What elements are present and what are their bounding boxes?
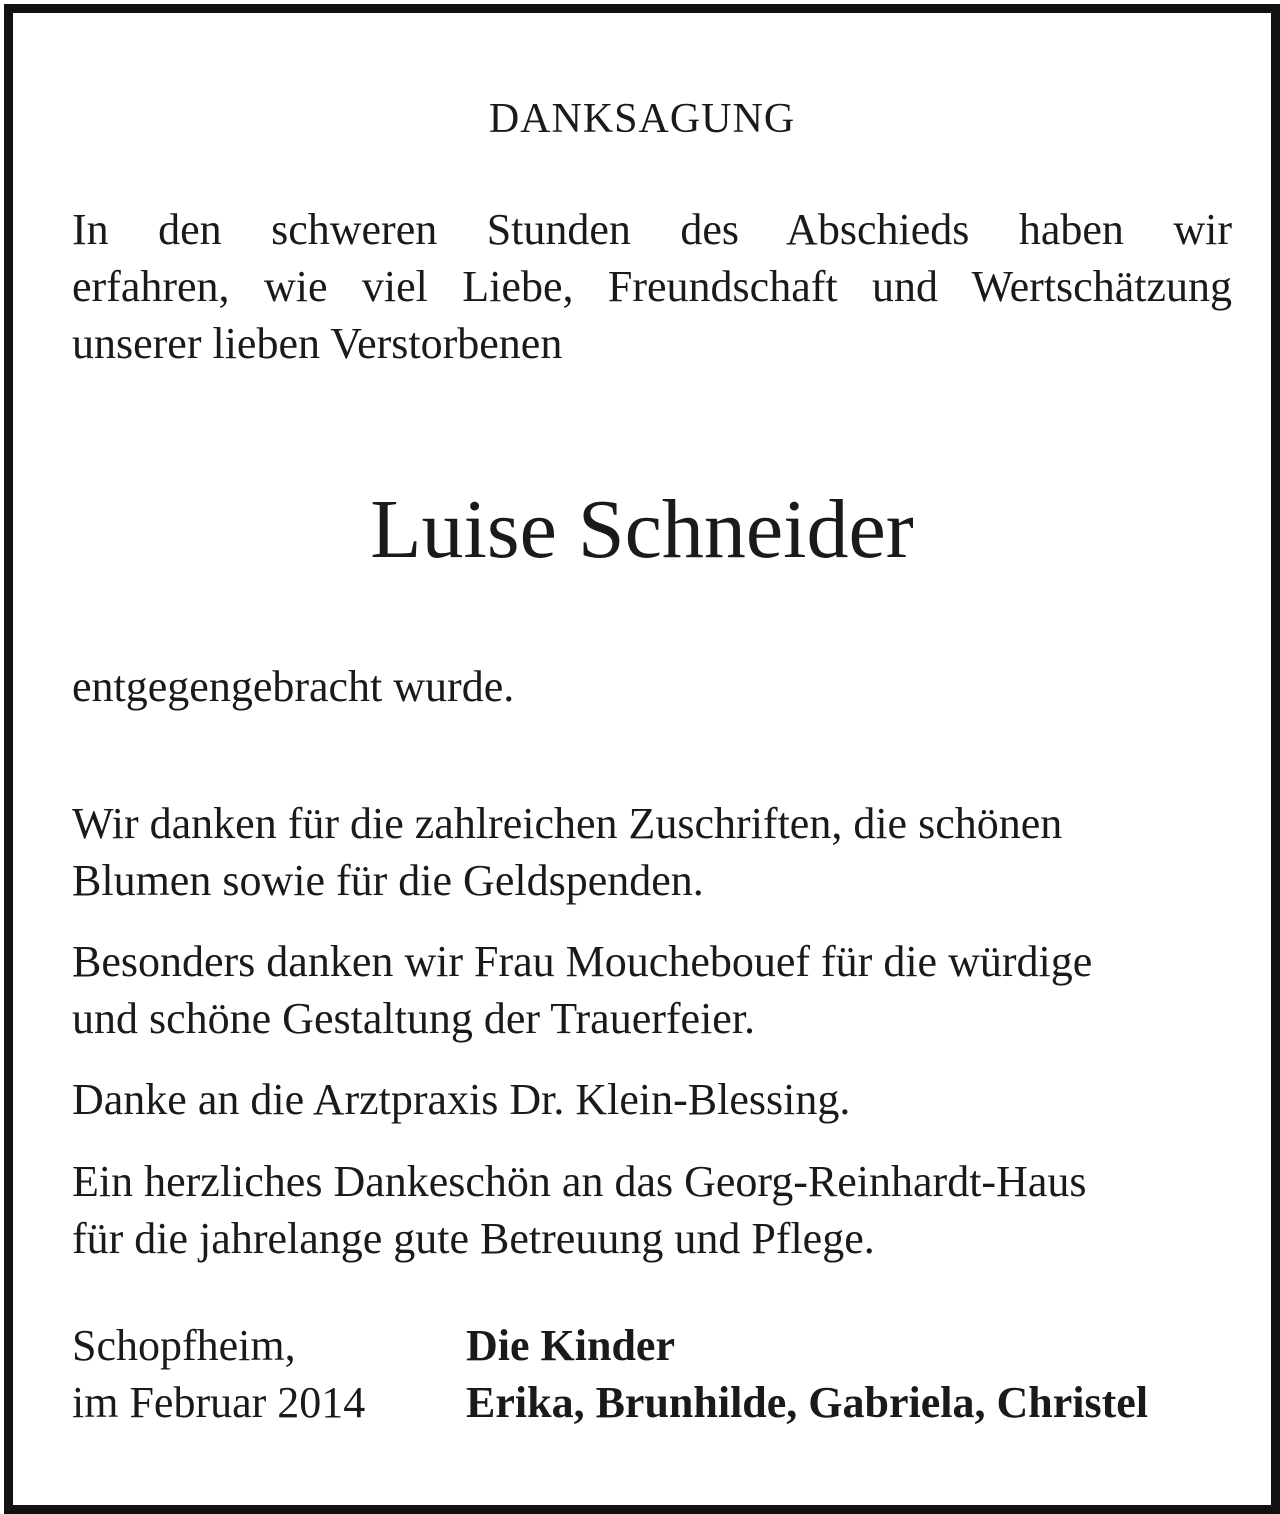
intro-line: erfahren, wie viel Liebe, Freundschaft und Wertschätzung [72,262,1232,311]
thanks-line: Blumen sowie für die Geldspenden. [72,856,704,905]
place-and-date [72,1317,365,1431]
doctor-thanks-paragraph [72,1071,1232,1128]
special-thanks-line: und schöne Gestaltung der Trauerfeier. [72,994,756,1043]
care-home-thanks-paragraph [72,1153,1232,1267]
doctor-thanks-line: Danke an die Arztpraxis Dr. Klein-Blessing. [72,1075,851,1124]
signers-title: Die Kinder [466,1321,675,1370]
care-home-thanks-line: für die jahrelange gute Betreuung und Pflege. [72,1214,875,1263]
signers [466,1317,1148,1431]
intro-paragraph [72,201,1232,372]
signers-names: Erika, Brunhilde, Gabriela, Christel [466,1378,1149,1427]
place-date: im Februar 2014 [72,1378,366,1427]
intro-line: unserer lieben Verstorbenen [72,319,563,368]
thanks-paragraph [72,795,1232,909]
intro-line: In den schweren Stunden des Abschieds haben wir [72,205,1232,254]
place-city: Schopfheim, [72,1321,296,1370]
thanks-line: Wir danken für die zahlreichen Zuschriften, die schönen [72,799,1063,848]
care-home-thanks-line: Ein herzliches Dankeschön an das Georg-Reinhardt-Haus [72,1157,1087,1206]
received-line: entgegengebracht wurde. [72,662,515,711]
special-thanks-paragraph [72,933,1232,1047]
notice-frame [4,4,1280,1514]
notice-heading: DANKSAGUNG [488,96,796,142]
special-thanks-line: Besonders danken wir Frau Mouchebouef für die würdige [72,937,1093,986]
received-paragraph [72,658,1232,715]
deceased-name: Luise Schneider [370,483,914,576]
